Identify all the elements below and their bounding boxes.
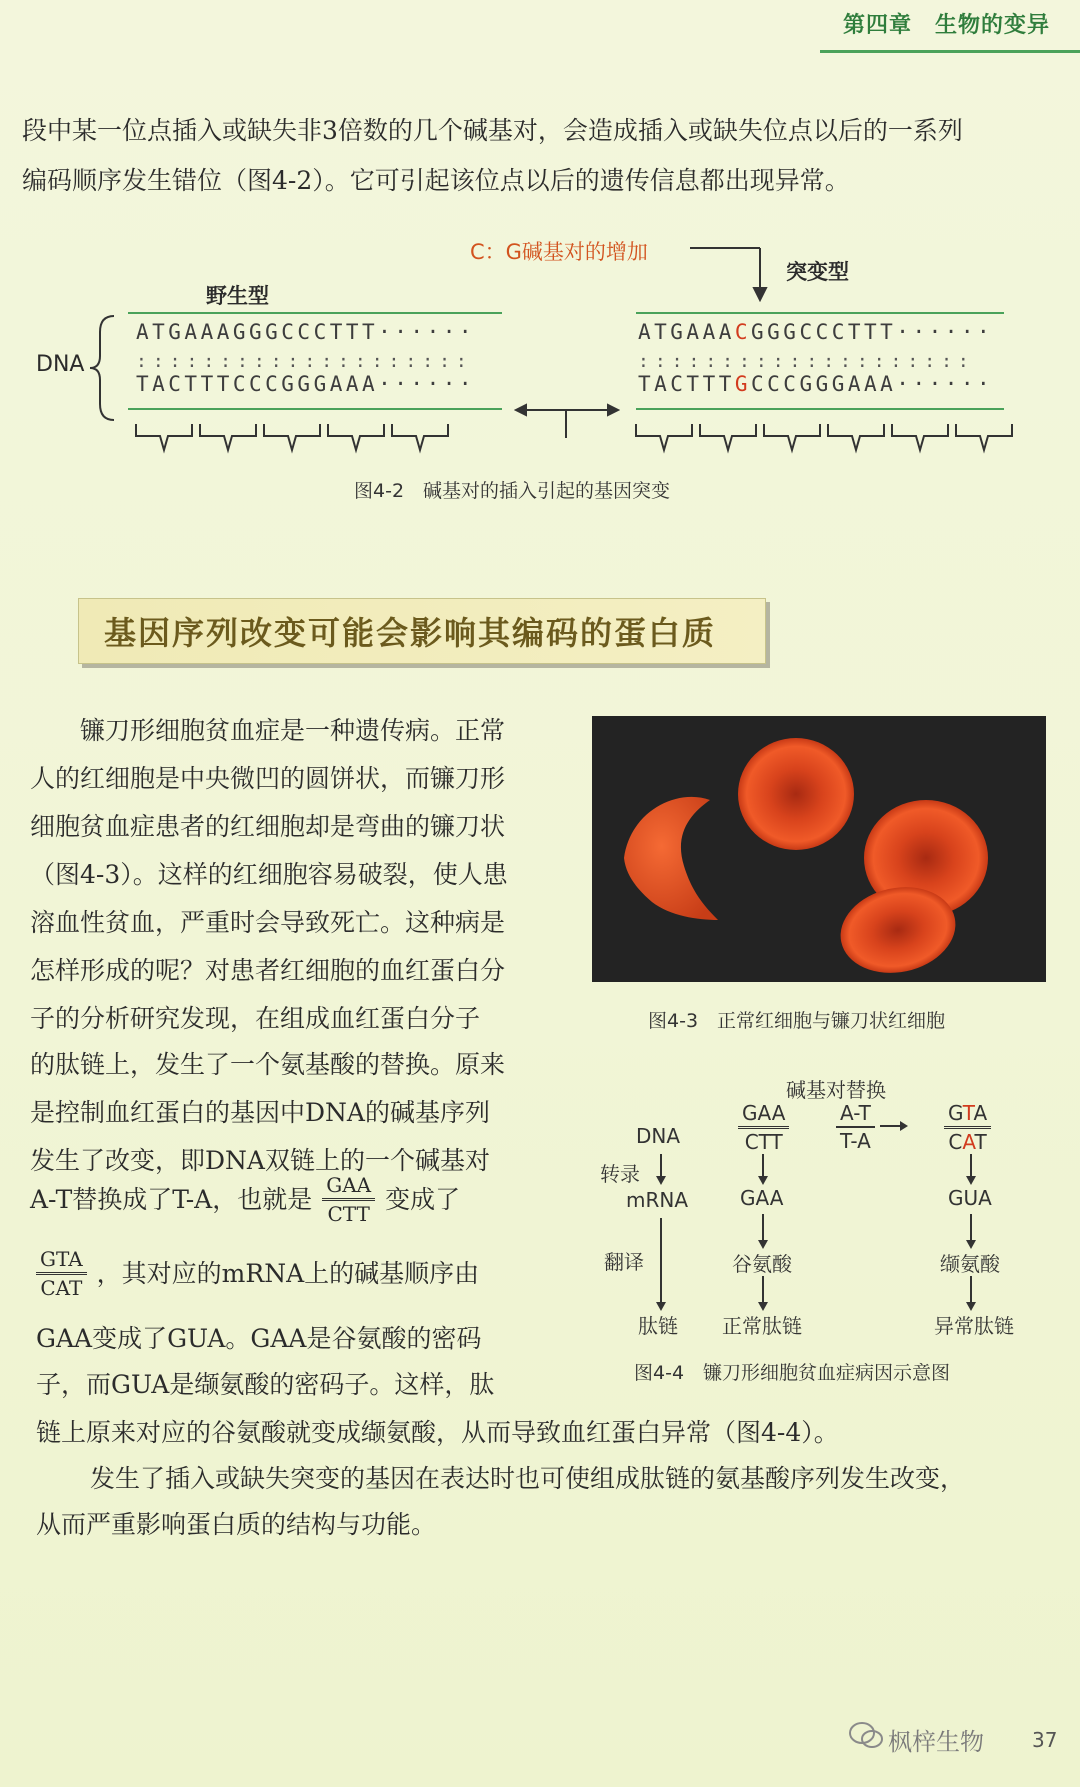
chapter-title: 第四章 生物的变异 xyxy=(842,13,1050,38)
fig44-arrowhead-mut-1 xyxy=(966,1176,976,1185)
wild-bottom-sequence: TACTTTCCCGGGAAA······ xyxy=(136,372,476,396)
body-line-1: 镰刀形细胞贫血症是一种遗传病。正常 xyxy=(80,716,506,745)
body-line-2: 人的红细胞是中央微凹的圆饼状，而镰刀形 xyxy=(30,764,506,793)
body-line-8: 的肽链上，发生了一个氨基酸的替换。原来 xyxy=(30,1050,506,1079)
body-line-3: 细胞贫血症患者的红细胞却是弯曲的镰刀状 xyxy=(30,812,506,841)
mutant-bottom-sequence: TACTTTGCCCGGGAAA······ xyxy=(638,372,994,396)
fig44-translation-label: 翻译 xyxy=(604,1250,644,1274)
wild-top-sequence: ATGAAAGGGCCCTTT······ xyxy=(136,320,476,344)
fig44-peptide-label: 肽链 xyxy=(638,1314,678,1338)
wild-backbone-bottom xyxy=(128,408,502,410)
fig44-arrow-normal-3 xyxy=(762,1276,764,1304)
fig44-normal-amino-acid: 谷氨酸 xyxy=(732,1252,792,1276)
fig44-normal-codon: GAA xyxy=(740,1186,784,1210)
dna-label: DNA xyxy=(36,352,85,377)
mutant-pairing-dots: :::::::::::::::::::: xyxy=(638,351,975,372)
wild-pairing-dots: :::::::::::::::::::: xyxy=(136,351,473,372)
body-line-14: 子，而GUA是缬氨酸的密码子。这样，肽 xyxy=(36,1370,495,1399)
fig44-arrowhead-transcription xyxy=(656,1176,666,1185)
body-line-11: A-T替换成了T-A，也就是 $\frac{\text{GAA}}{\text{CTT}}$ 变成了 xyxy=(30,1173,461,1226)
fig44-mrna-label: mRNA xyxy=(626,1188,689,1212)
mutant-top-sequence: ATGAAACGGGCCCTTT······ xyxy=(638,320,994,344)
body-line-6: 怎样形成的呢？对患者红细胞的血红蛋白分 xyxy=(30,956,506,985)
intro-line-1: 段中某一位点插入或缺失非3倍数的几个碱基对，会造成插入或缺失位点以后的一系列 xyxy=(22,116,963,145)
red-blood-cell-photo xyxy=(592,716,1046,982)
body-line-13: GAA变成了GUA。GAA是谷氨酸的密码 xyxy=(36,1324,482,1353)
figure-4-3-caption: 图4-3 正常红细胞与镰刀状红细胞 xyxy=(648,1010,946,1032)
inserted-base-g: G xyxy=(734,372,752,396)
fig44-arrow-mut-1 xyxy=(970,1154,972,1178)
section-title: 基因序列改变可能会影响其编码的蛋白质 xyxy=(104,614,717,652)
fig44-mutant-amino-acid: 缬氨酸 xyxy=(940,1252,1000,1276)
page-number: 37 xyxy=(1032,1728,1058,1752)
fig44-mutant-chain: 异常肽链 xyxy=(934,1314,1014,1338)
fig44-mutant-dna: GTA CAT xyxy=(944,1102,991,1153)
mutant-type-label: 突变型 xyxy=(786,260,849,284)
fig44-arrow-mut-2 xyxy=(970,1214,972,1242)
dna-brace xyxy=(88,312,118,424)
fig44-swap: $\frac{A-T}{T-A}$ xyxy=(836,1102,875,1152)
body-line-5: 溶血性贫血，严重时会导致死亡。这种病是 xyxy=(30,908,506,937)
fig44-transcription-label: 转录 xyxy=(600,1162,640,1186)
fig44-title: 碱基对替换 xyxy=(786,1078,886,1102)
fig44-arrowhead-normal-1 xyxy=(758,1176,768,1185)
mutant-backbone-bottom xyxy=(636,408,1004,410)
fig44-arrow-transcription xyxy=(660,1154,662,1178)
body-line-4: （图4-3）。这样的红细胞容易破裂，使人患 xyxy=(30,860,508,889)
inserted-base-c: C xyxy=(734,320,752,344)
mutant-codon-brackets xyxy=(634,420,1024,456)
normal-cell-1 xyxy=(738,738,854,850)
figure-4-4-caption: 图4-4 镰刀形细胞贫血症病因示意图 xyxy=(634,1362,951,1384)
body-line-10: 发生了改变，即DNA双链上的一个碱基对 xyxy=(30,1146,490,1175)
insertion-label: C：G碱基对的增加 xyxy=(470,240,648,264)
body-line-15: 链上原来对应的谷氨酸就变成缬氨酸，从而导致血红蛋白异常（图4-4）。 xyxy=(36,1418,839,1447)
figure-4-2-caption: 图4-2 碱基对的插入引起的基因突变 xyxy=(354,480,671,502)
body-p2-line-1: 发生了插入或缺失突变的基因在表达时也可使组成肽链的氨基酸序列发生改变， xyxy=(90,1464,966,1493)
wild-type-label: 野生型 xyxy=(206,284,269,308)
fig44-normal-dna: GAA CTT xyxy=(738,1102,789,1153)
wild-codon-brackets xyxy=(134,420,464,456)
insertion-arrow xyxy=(688,240,768,302)
body-p2-line-2: 从而严重影响蛋白质的结构与功能。 xyxy=(36,1510,437,1539)
fig44-arrow-mut-3 xyxy=(970,1276,972,1304)
body-line-12: $\frac{\text{GTA}}{\text{CAT}}$ ，其对应的mRNA上的碱基顺序由 xyxy=(36,1248,479,1299)
sickle-cell xyxy=(624,797,718,920)
fig44-normal-chain: 正常肽链 xyxy=(722,1314,802,1338)
fig44-arrow-normal-2 xyxy=(762,1214,764,1242)
fig44-arrow-normal-1 xyxy=(762,1154,764,1178)
wechat-icon xyxy=(848,1720,884,1750)
watermark-text: 枫梓生物 xyxy=(888,1728,984,1756)
body-line-9: 是控制血红蛋白的基因中DNA的碱基序列 xyxy=(30,1098,490,1127)
fig44-arrow-translation xyxy=(660,1218,662,1304)
fraction-gta-cat: $\frac{\text{GTA}}{\text{CAT}}$ xyxy=(36,1248,87,1299)
wild-backbone-top xyxy=(128,312,502,314)
intro-line-2: 编码顺序发生错位（图4-2）。它可引起该位点以后的遗传信息都出现异常。 xyxy=(22,166,850,195)
fig44-swap-arrow xyxy=(880,1120,910,1132)
fig44-mutant-codon: GUA xyxy=(948,1186,992,1210)
mutant-backbone-top xyxy=(636,312,1004,314)
fig44-dna-label: DNA xyxy=(636,1124,681,1148)
fraction-gaa-ctt: $\frac{\text{GAA}}{\text{CTT}}$ xyxy=(322,1174,375,1225)
comparison-arrow xyxy=(514,392,620,442)
body-line-7: 子的分析研究发现，在组成血红蛋白分子 xyxy=(30,1004,481,1033)
